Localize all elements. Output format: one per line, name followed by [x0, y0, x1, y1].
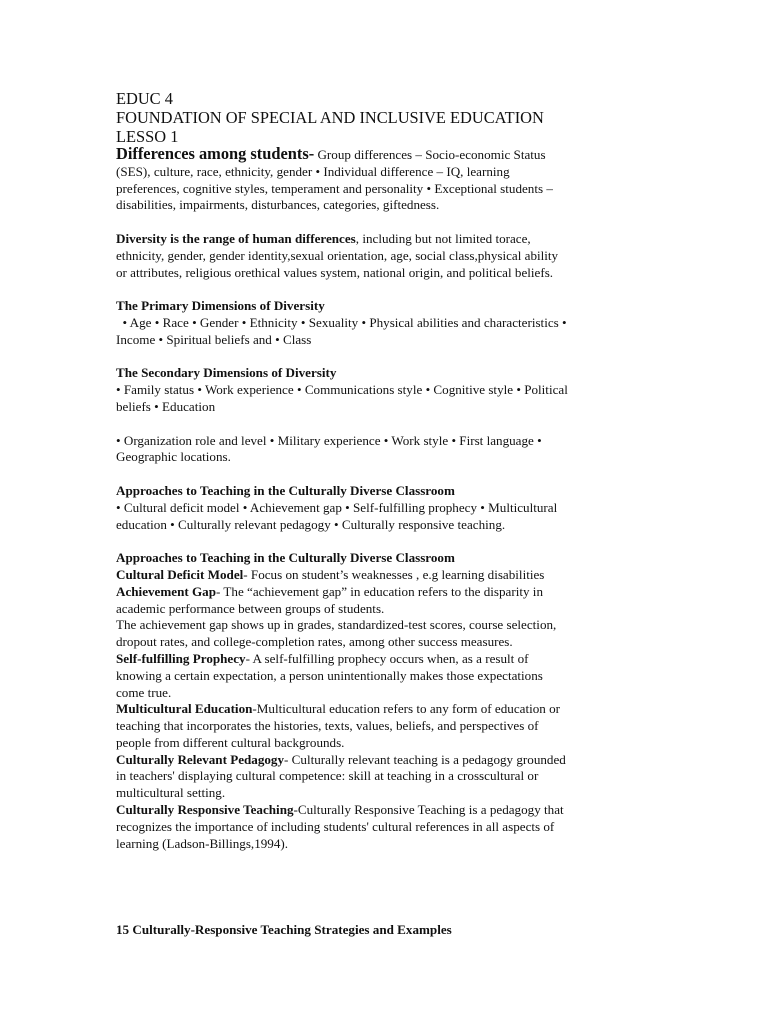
secondary-dimensions-section: The Secondary Dimensions of Diversity • Family status • Work experience • Communications style • Cognitive style • Political beliefs • Education • Organization role and level • Military experience • Work style • First language • Geographic locations. [116, 365, 568, 465]
approaches-list-section: Approaches to Teaching in the Culturally Diverse Classroom • Cultural deficit model • Achievement gap • Self-fulfilling prophecy • Multicultural education • Culturally relevant pedagogy • Culturally responsive teaching. [116, 482, 558, 532]
achievement-gap-term: Achievement Gap [116, 583, 217, 599]
course-code: EDUC 4 [116, 89, 173, 108]
diversity-paragraph: Diversity is the range of human differences, including but not limited torace, ethnicity, gender, gender identity,sexual orientation, age, social class,physical ability or attributes, religious orethical values system, national origin, and political beliefs. [116, 230, 559, 280]
strategies-section [116, 922, 656, 939]
approaches-heading: Approaches to Teaching in the Culturally Diverse Classroom [116, 482, 455, 498]
document-title: FOUNDATION OF SPECIAL AND INCLUSIVE EDUCATION [116, 108, 544, 127]
primary-dimensions-heading: The Primary Dimensions of Diversity [116, 298, 325, 314]
differences-paragraph: Differences among students- Group differences – Socio-economic Status (SES), culture, race, ethnicity, gender • Individual difference – IQ, learning preferences, cognitive styles, temperament and personality • Exceptional students – disabilities, impairments, disturbances, categories, giftedness. [116, 144, 553, 213]
diversity-term: Diversity is the range of human differences [116, 230, 356, 246]
document-page [116, 89, 656, 939]
cultural-deficit-term: Cultural Deficit Model [116, 566, 244, 582]
lesson-label: LESSO 1 [116, 127, 179, 146]
self-fulfilling-prophecy-term: Self-fulfilling Prophecy [116, 650, 246, 666]
culturally-responsive-teaching-term: Culturally Responsive Teaching [116, 802, 294, 818]
approaches-definitions-heading: Approaches to Teaching in the Culturally Diverse Classroom [116, 550, 455, 566]
secondary-dimensions-heading: The Secondary Dimensions of Diversity [116, 365, 337, 381]
primary-dimensions-section: The Primary Dimensions of Diversity • Age • Race • Gender • Ethnicity • Sexuality • Physical abilities and characteristics • Income • Spiritual beliefs and • Class [116, 298, 567, 347]
multicultural-education-term: Multicultural Education [116, 701, 253, 717]
approaches-definitions-section: Approaches to Teaching in the Culturally Diverse Classroom Cultural Deficit Model- Focus on student’s weaknesses , e.g learning disabilities Achievement Gap- The “achievement gap” in education refers to the disparity in academic performance between groups of students. The achievement gap shows up in grades, standardized-test scores, course selection, dropout rates, and college-completion rates, among other success measures. Self-fulfilling Prophecy- A self-fulfilling prophecy occurs when, as a result of knowing a certain expectation, a person unintentionally makes those expectations come true. Multicultural Education-Multicultural education refers to any form of education or teaching that incorporates the histories, texts, values, beliefs, and perspectives of people from different cultural backgrounds. Culturally Relevant Pedagogy- Culturally relevant teaching is a pedagogy grounded in teachers' displaying cultural competence: skill at teaching in a crosscultural or multicultural setting. Culturally Responsive Teaching-Culturally Responsive Teaching is a pedagogy that recognizes the importance of including students' cultural references in all aspects of learning (Ladson-Billings,1994). [116, 550, 566, 851]
differences-term: Differences among students- [116, 144, 315, 163]
strategies-heading: 15 Culturally-Responsive Teaching Strategies and Examples [116, 922, 452, 938]
culturally-relevant-pedagogy-term: Culturally Relevant Pedagogy [116, 751, 285, 767]
